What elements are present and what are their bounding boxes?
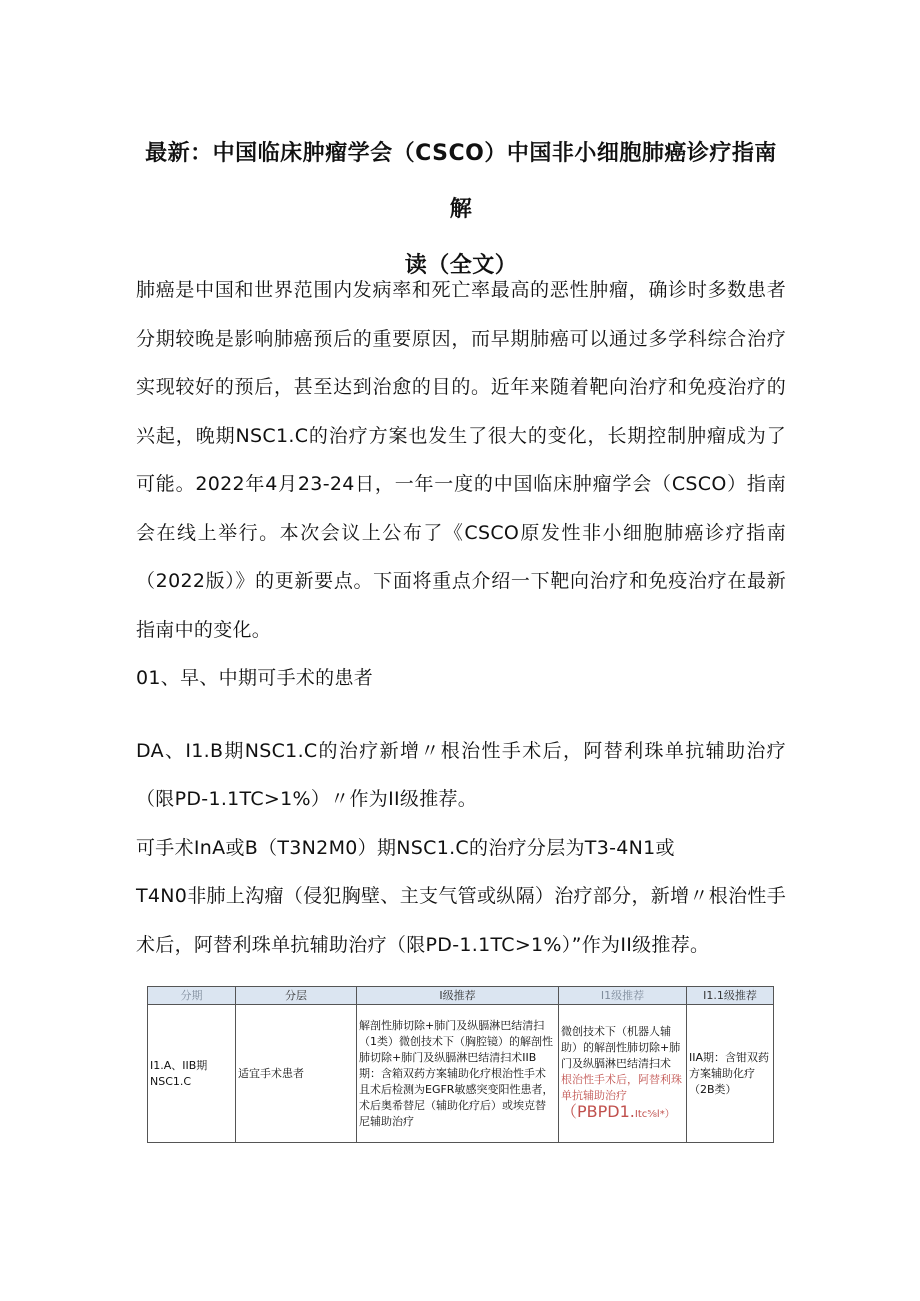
header-level-2-text: I1级推荐 bbox=[600, 988, 645, 1002]
cell-level-2-highlight-small: Itc⅝l*） bbox=[634, 1109, 675, 1120]
recommendation-table bbox=[147, 986, 774, 1143]
document-body bbox=[136, 266, 786, 969]
cell-level-2-highlight-large: （PBPD1. bbox=[561, 1102, 635, 1121]
cell-level-1: 解剖性肺切除+肺门及纵膈淋巴结清扫（1类）微创技术下（胸腔镜）的解剖性肺切除+肺门及纵膈淋巴结清扫术IIB期：含箱双药方案辅助化疗根治性手术且术后检测为EGFR敏感突变阳性患者，术后奥希替尼（辅助化疗后）或埃克替尼辅助治疗 bbox=[357, 1005, 559, 1143]
header-level-1: I级推荐 bbox=[357, 987, 559, 1005]
cell-level-2-text: 微创技术下（机器人辅助）的解剖性肺切除+肺门及纵膈淋巴结清扫术 bbox=[561, 1025, 681, 1070]
section-heading: 01、早、中期可手术的患者 bbox=[136, 667, 374, 689]
header-level-3 bbox=[687, 987, 774, 1005]
title-line-2: 读（全文） bbox=[404, 253, 518, 278]
header-stage: 分期 bbox=[148, 987, 236, 1005]
intro-paragraph: 肺癌是中国和世界范围内发病率和死亡率最高的恶性肿瘤，确诊时多数患者分期较晚是影响肺癌预后的重要原因，而早期肺癌可以通过多学科综合治疗实现较好的预后，甚至达到治愈的目的。近年来随着靶向治疗和免疫治疗的兴起，晚期NSC1.C的治疗方案也发生了很大的变化，长期控制肿瘤成为了可能。2022年4月23-24日，一年一度的中国临床肿瘤学会（CSCO）指南会在线上举行。本次会议上公布了《CSCO原发性非小细胞肺癌诊疗指南（2022版）》的更新要点。下面将重点介绍一下靶向治疗和免疫治疗在最新指南中的变化。 bbox=[136, 279, 786, 641]
section-paragraph-2-rest: T4N0非肺上沟瘤（侵犯胸壁、主支气管或纵隔）治疗部分，新增〃根治性手术后，阿替利珠单抗辅助治疗（限PD-1.1TC>1%）”作为II级推荐。 bbox=[136, 885, 786, 956]
header-level-3-text: I1.1级推荐 bbox=[703, 988, 757, 1002]
table-row bbox=[148, 1005, 774, 1143]
cell-level-2 bbox=[559, 1005, 687, 1143]
title-line-1: 最新：中国临床肿瘤学会（CSCO）中国非小细胞肺癌诊疗指南解 bbox=[145, 141, 777, 222]
header-level-2 bbox=[559, 987, 687, 1005]
cell-level-2-highlight: 根治性手术后，阿替利珠单抗辅助治疗 bbox=[561, 1073, 682, 1102]
section-paragraph-2-line-1: 可手术InA或B（T3N2M0）期NSC1.C的治疗分层为T3-4N1或 bbox=[136, 836, 675, 859]
table-header-row bbox=[148, 987, 774, 1005]
header-layer: 分层 bbox=[236, 987, 357, 1005]
cell-layer: 适宜手术患者 bbox=[236, 1005, 357, 1143]
cell-stage: I1.A、IIB期NSC1.C bbox=[148, 1005, 236, 1143]
cell-level-3: IIA期：含钳双药方案辅助化疗（2B类） bbox=[687, 1005, 774, 1143]
section-paragraph-1: DA、I1.B期NSC1.C的治疗新增〃根治性手术后，阿替利珠单抗辅助治疗（限PD-1.1TC>1%）〃作为II级推荐。 bbox=[136, 739, 786, 810]
